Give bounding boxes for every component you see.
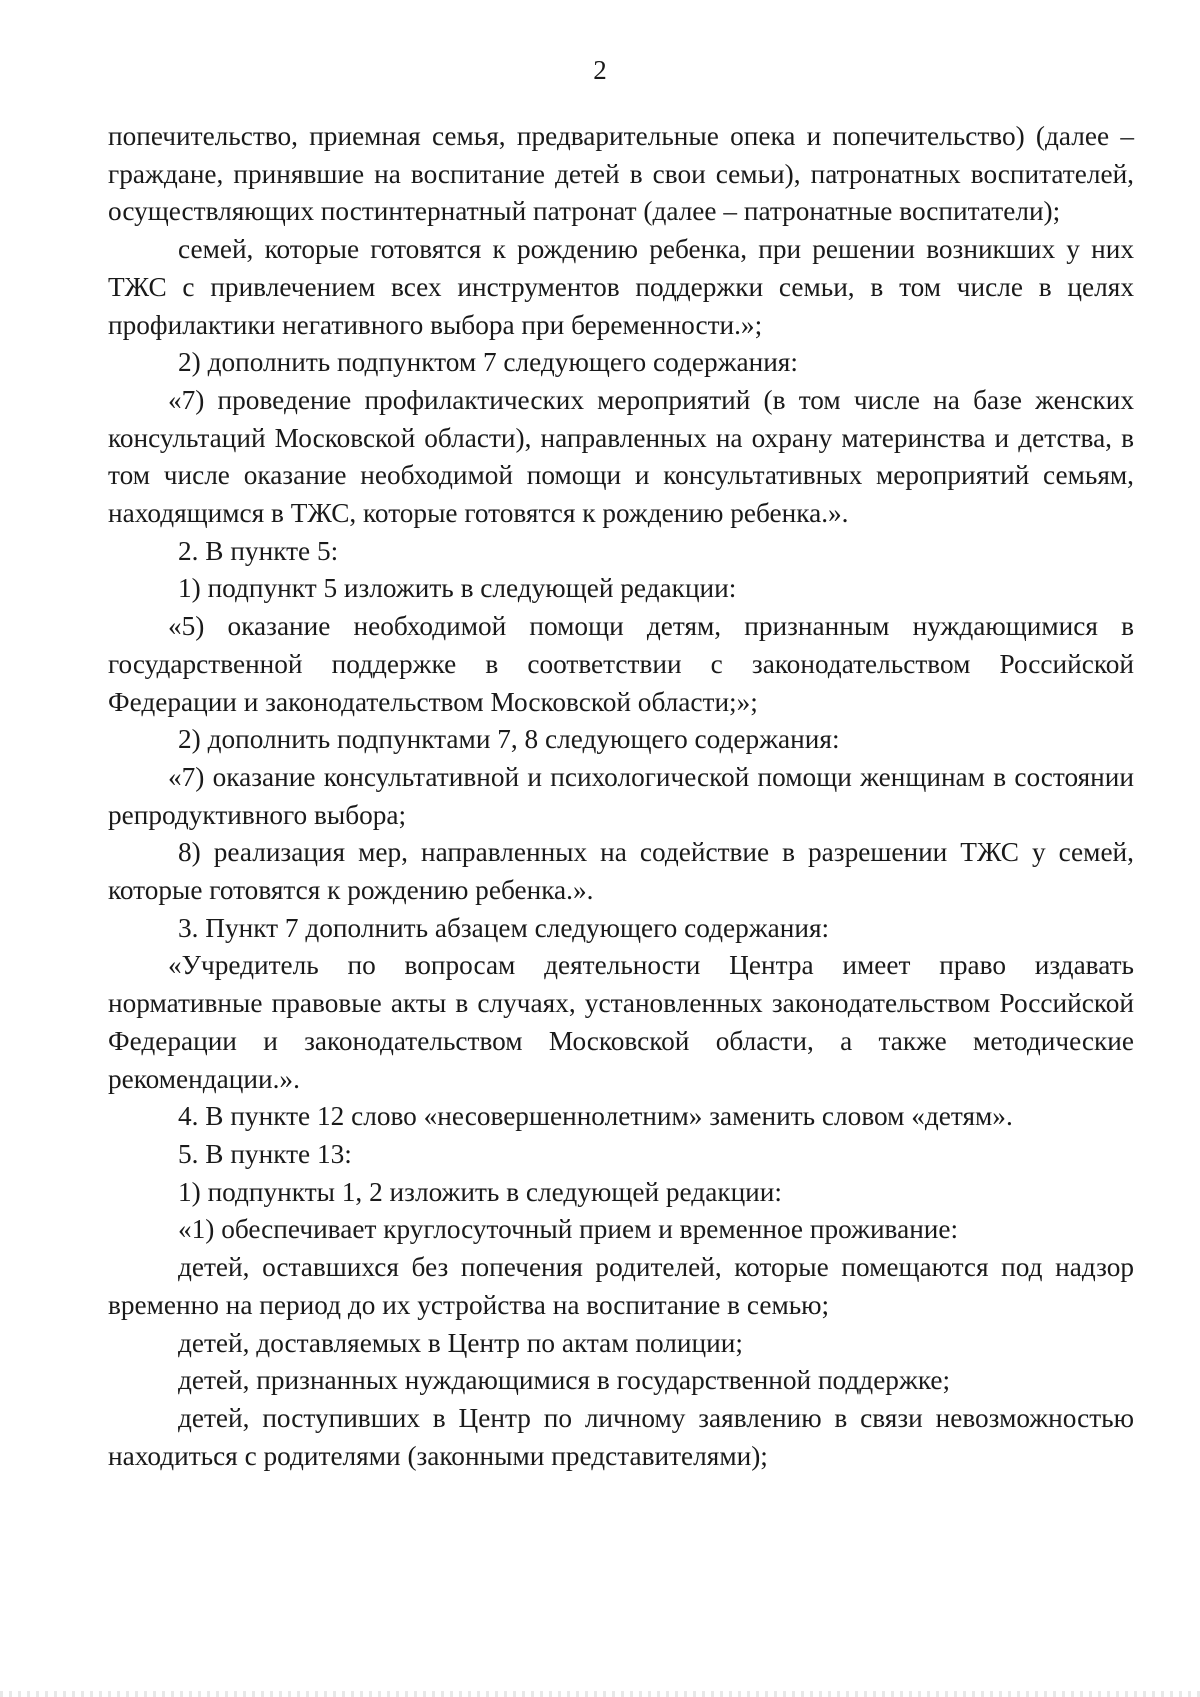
paragraph: 2) дополнить подпунктом 7 следующего содержания: [178, 347, 798, 378]
document-body [108, 118, 1134, 1475]
paragraph: детей, доставляемых в Центр по актам полиции; [178, 1327, 743, 1358]
paragraph: 8) реализация мер, направленных на содействие в разрешении ТЖС у семей, которые готовятся к рождению ребенка.». [108, 837, 1134, 906]
paragraph: 1) подпункты 1, 2 изложить в следующей редакции: [178, 1176, 782, 1207]
paragraph: детей, поступивших в Центр по личному заявлению в связи невозможностью находиться с родителями (законными представителями); [108, 1402, 1134, 1471]
paragraph: «7) оказание консультативной и психологической помощи женщинам в состоянии репродуктивного выбора; [108, 761, 1134, 830]
paragraph: «Учредитель по вопросам деятельности Центра имеет право издавать нормативные правовые акты в случаях, установленных законодательством Российской Федерации и законодательством Московской области, а также методические рекомендации.». [108, 950, 1134, 1094]
paragraph: «5) оказание необходимой помощи детям, признанным нуждающимися в государственной поддержке в соответствии с законодательством Российской Федерации и законодательством Московской области;»; [108, 611, 1134, 717]
paragraph: 4. В пункте 12 слово «несовершеннолетним» заменить словом «детям». [178, 1101, 1013, 1132]
paragraph: 3. Пункт 7 дополнить абзацем следующего содержания: [178, 912, 830, 943]
paragraph: 2. В пункте 5: [178, 535, 339, 566]
paragraph: 1) подпункт 5 изложить в следующей редакции: [178, 573, 737, 604]
paragraph: семей, которые готовятся к рождению ребенка, при решении возникших у них ТЖС с привлечением всех инструментов поддержки семьи, в том числе в целях профилактики негативного выбора при беременности.»; [108, 234, 1134, 340]
page-number: 2 [593, 55, 607, 85]
paragraph: 5. В пункте 13: [178, 1138, 352, 1169]
paragraph: «7) проведение профилактических мероприятий (в том числе на базе женских консультаций Московской области), направленных на охрану материнства и детства, в том числе оказание необходимой помощи и консультативных мероприятий семьям, находящимся в ТЖС, которые готовятся к рождению ребенка.». [108, 384, 1134, 529]
paragraph: детей, признанных нуждающимися в государственной поддержке; [178, 1365, 951, 1396]
paragraph: попечительство, приемная семья, предварительные опека и попечительство) (далее – граждане, принявшие на воспитание детей в свои семьи), патронатных воспитателей, осуществляющих постинтернатный патронат (далее – патронатные воспитатели); [108, 121, 1134, 227]
paragraph: «1) обеспечивает круглосуточный прием и временное проживание: [178, 1214, 959, 1245]
paragraph: 2) дополнить подпунктами 7, 8 следующего содержания: [178, 724, 840, 755]
scan-edge-artifact [0, 1691, 1200, 1697]
paragraph: детей, оставшихся без попечения родителей, которые помещаются под надзор временно на период до их устройства на воспитание в семью; [108, 1252, 1134, 1320]
